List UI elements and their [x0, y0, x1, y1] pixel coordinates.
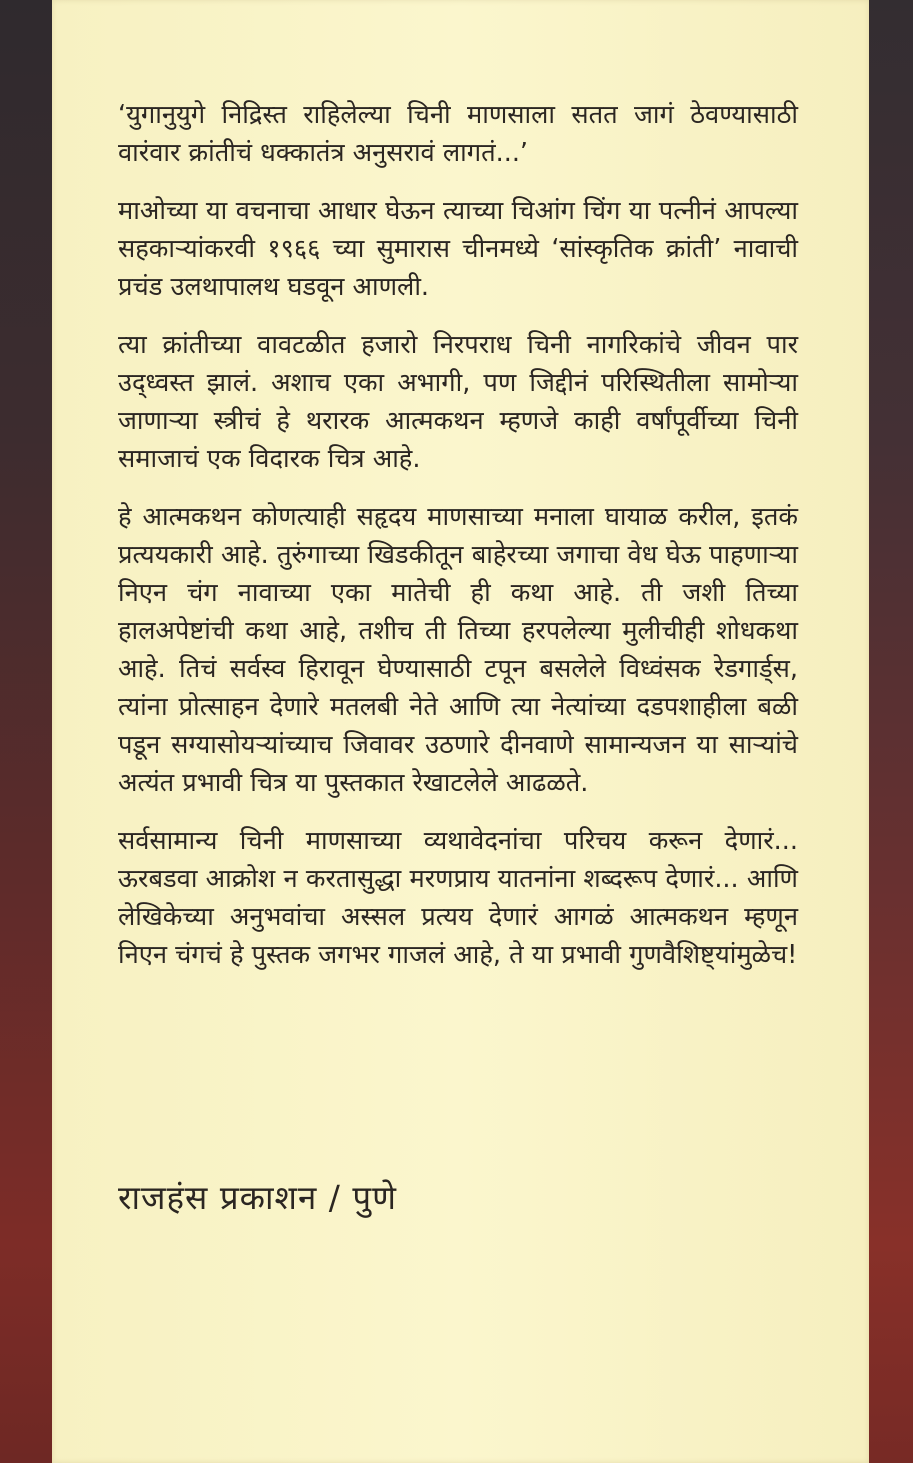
right-cover-edge — [869, 0, 913, 1463]
blurb-quote: ‘युगानुयुगे निद्रिस्त राहिलेल्या चिनी माणसाला सतत जागं ठेवण्यासाठी वारंवार क्रांतीचं धक्कातंत्र अनुसरावं लागतं...’ — [118, 100, 798, 168]
blurb-paragraph-4: सर्वसामान्य चिनी माणसाच्या व्यथावेदनांचा परिचय करून देणारं... ऊरबडवा आक्रोश न करतासुद्धा मरणप्राय यातनांना शब्दरूप देणारं... आणि लेखिकेच्या अनुभवांचा अस्सल प्रत्यय देणारं आगळं आत्मकथन म्हणून निएन चंगचं हे पुस्तक जगभर गाजलं आहे, ते या प्रभावी गुणवैशिष्ट्यांमुळेच! — [118, 826, 798, 970]
left-cover-edge — [0, 0, 52, 1463]
blurb-text — [118, 96, 798, 994]
publisher-imprint: राजहंस प्रकाशन / पुणे — [118, 1178, 397, 1217]
blurb-paragraph-2: त्या क्रांतीच्या वावटळीत हजारो निरपराध चिनी नागरिकांचे जीवन पार उद्ध्वस्त झालं. अशाच एका अभागी, पण जिद्दीनं परिस्थितीला सामोऱ्या जाणाऱ्या स्त्रीचं हे थरारक आत्मकथन म्हणजे काही वर्षांपूर्वीच्या चिनी समाजाचं एक विदारक चित्र आहे. — [118, 330, 798, 474]
blurb-paragraph-3: हे आत्मकथन कोणत्याही सहृदय माणसाच्या मनाला घायाळ करील, इतकं प्रत्ययकारी आहे. तुरुंगाच्या खिडकीतून बाहेरच्या जगाचा वेध घेऊ पाहणाऱ्या निएन चंग नावाच्या एका मातेची ही कथा आहे. ती जशी तिच्या हालअपेष्टांची कथा आहे, तशीच ती तिच्या हरपलेल्या मुलीचीही शोधकथा आहे. तिचं सर्वस्व हिरावून घेण्यासाठी टपून बसलेले विध्वंसक रेडगार्ड्स, त्यांना प्रोत्साहन देणारे मतलबी नेते आणि त्या नेत्यांच्या दडपशाहीला बळी पडून सग्यासोयऱ्यांच्याच जिवावर उठणारे दीनवाणे सामान्यजन या साऱ्यांचे अत्यंत प्रभावी चित्र या पुस्तकात रेखाटलेले आढळते. — [118, 502, 798, 798]
blurb-paragraph-1: माओच्या या वचनाचा आधार घेऊन त्याच्या चिआंग चिंग या पत्नीनं आपल्या सहकाऱ्यांकरवी १९६६ च्या सुमारास चीनमध्ये ‘सांस्कृतिक क्रांती’ नावाची प्रचंड उलथापालथ घडवून आणली. — [118, 196, 798, 302]
